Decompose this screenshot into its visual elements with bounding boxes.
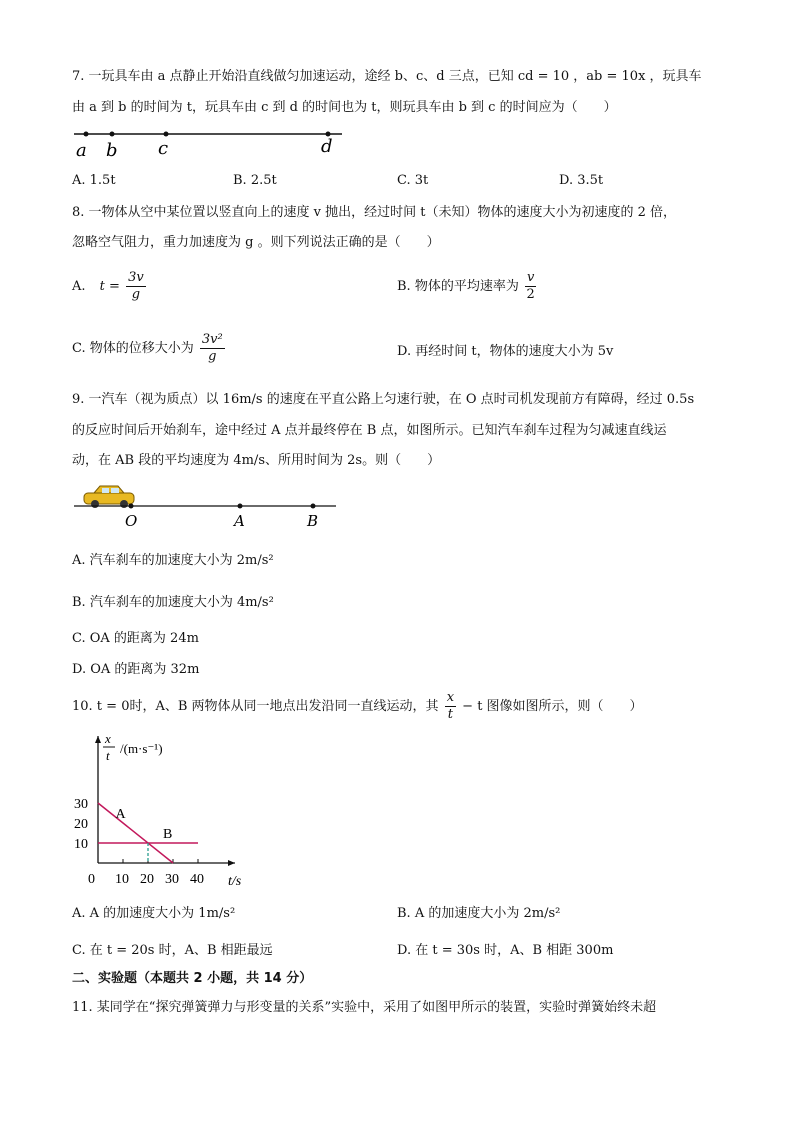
q8-option-c-fraction — [200, 332, 225, 365]
y-tick-label: 30 — [74, 797, 88, 812]
q7-option-c: C. 3t — [397, 173, 429, 188]
series-line-A — [98, 803, 173, 863]
y-axis-label-numerator: x — [105, 731, 111, 746]
label-d: d — [321, 136, 333, 157]
label-c: c — [158, 138, 169, 159]
q10-option-d: D. 在 t = 30s 时，A、B 相距 300m — [397, 943, 614, 958]
q7-text-line2: 由 a 到 b 的时间为 t，玩具车由 c 到 d 的时间也为 t，则玩具车由 b 到 c 的时间应为（ ） — [72, 100, 617, 115]
q9-text-line1: 9. 一汽车（视为质点）以 16m/s 的速度在平直公路上匀速行驶，在 O 点时司机发现前方有障碍，经过 0.5s — [72, 392, 695, 407]
car-icon — [84, 486, 134, 508]
fraction-denominator: t — [447, 707, 453, 722]
fraction-numerator: x — [446, 690, 455, 705]
x-tick-label: 10 — [115, 872, 129, 887]
q8-text-line2: 忽略空气阻力，重力加速度为 g 。则下列说法正确的是（ ） — [72, 235, 440, 250]
q7-text-line1: 7. 一玩具车由 a 点静止开始沿直线做匀加速运动，途经 b、c、d 三点，已知 cd = 10 ，ab = 10x ，玩具车 — [72, 69, 702, 84]
label-B: B — [307, 512, 319, 530]
label-b: b — [106, 140, 118, 161]
x-axis-arrow — [228, 860, 235, 866]
fraction-numerator: v — [526, 270, 535, 285]
q10-option-c: C. 在 t = 20s 时，A、B 相距最远 — [72, 943, 273, 958]
fraction-denominator: 2 — [526, 287, 535, 302]
y-tick-label: 20 — [74, 817, 88, 832]
q7-option-d: D. 3.5t — [559, 173, 604, 188]
q10-text-prefix: 10. t = 0时，A、B 两物体从同一地点出发沿同一直线运动，其 — [72, 699, 439, 714]
q10-fraction — [445, 690, 456, 723]
q9-figure — [70, 484, 340, 530]
point-O — [129, 504, 134, 509]
q10-option-a: A. A 的加速度大小为 1m/s² — [72, 906, 236, 921]
q7-figure — [70, 124, 350, 164]
q10-text-suffix: − t 图像如图所示，则（ ） — [462, 699, 643, 714]
label-a: a — [76, 140, 87, 161]
label-O: O — [125, 512, 138, 530]
q8-option-c — [72, 332, 227, 365]
q7-option-b: B. 2.5t — [233, 173, 277, 188]
q8-option-a-prefix: A. — [72, 279, 86, 294]
q9-option-d: D. OA 的距离为 32m — [72, 662, 200, 677]
y-axis-arrow — [95, 736, 101, 743]
q9-text-line2: 的反应时间后开始刹车，途中经过 A 点并最终停在 B 点，如图所示。已知汽车刹车过程为匀减速直线运 — [72, 423, 667, 438]
q8-option-a-fraction — [126, 270, 146, 303]
x-tick-label: 40 — [190, 872, 204, 887]
point-B — [311, 504, 316, 509]
fraction-numerator: 3v — [128, 270, 144, 285]
point-a — [84, 132, 89, 137]
q8-option-b-fraction — [525, 270, 536, 303]
fraction-denominator: g — [208, 349, 217, 364]
series-label-B: B — [163, 827, 173, 842]
q8-text-line1: 8. 一物体从空中某位置以竖直向上的速度 v 抛出，经过时间 t（未知）物体的速度大小为初速度的 2 倍， — [72, 205, 677, 220]
q8-option-d: D. 再经时间 t，物体的速度大小为 5v — [397, 344, 614, 359]
q9-option-c: C. OA 的距离为 24m — [72, 631, 199, 646]
q9-option-b: B. 汽车刹车的加速度大小为 4m/s² — [72, 595, 274, 610]
section-title: 二、实验题（本题共 2 小题，共 14 分） — [72, 971, 313, 986]
y-tick-label: 10 — [74, 837, 88, 852]
q9-option-a: A. 汽车刹车的加速度大小为 2m/s² — [72, 553, 274, 568]
q8-option-a-expr: t = — [99, 279, 120, 294]
point-b — [110, 132, 115, 137]
x-axis-label: t/s — [228, 874, 242, 888]
q10-option-b: B. A 的加速度大小为 2m/s² — [397, 906, 561, 921]
q10-xt-t-chart — [70, 728, 260, 888]
point-c — [164, 132, 169, 137]
label-A: A — [234, 512, 245, 530]
q8-option-b-text: B. 物体的平均速率为 — [397, 279, 519, 294]
q10-text — [72, 690, 643, 723]
fraction-numerator: 3v² — [201, 332, 223, 347]
q7-option-a: A. 1.5t — [72, 173, 116, 188]
q8-option-b — [397, 270, 538, 303]
y-axis-label-denominator: t — [106, 748, 110, 763]
q11-text-line1: 11. 某同学在“探究弹簧弹力与形变量的关系”实验中，采用了如图甲所示的装置，实验时弹簧始终未超 — [72, 1000, 657, 1015]
x-tick-label: 0 — [88, 872, 95, 887]
point-A — [238, 504, 243, 509]
fraction-denominator: g — [131, 287, 141, 302]
x-tick-label: 20 — [140, 872, 154, 887]
q8-option-c-text: C. 物体的位移大小为 — [72, 341, 194, 356]
q9-text-line3: 动，在 AB 段的平均速度为 4m/s、所用时间为 2s。则（ ） — [72, 453, 441, 468]
x-tick-label: 30 — [165, 872, 179, 887]
series-label-A: A — [115, 807, 126, 822]
y-axis-label-unit: /(m·s⁻¹) — [120, 741, 163, 756]
q8-option-a — [72, 270, 148, 303]
